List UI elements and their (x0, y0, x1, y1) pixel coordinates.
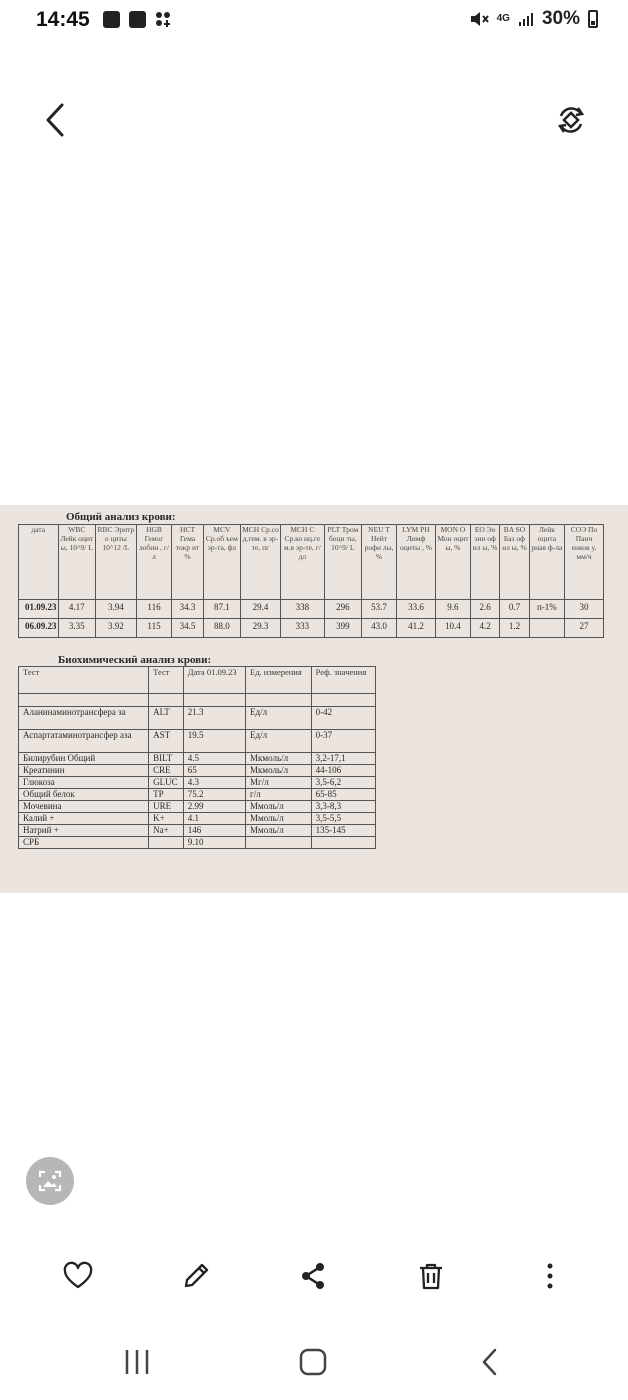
biochem-cell: ALT (149, 707, 184, 730)
biochem-cell: URE (149, 801, 184, 813)
cbc-value-cell: 30 (565, 600, 604, 619)
biochem-cell: K+ (149, 813, 184, 825)
biochem-row (19, 789, 376, 801)
cbc-value-cell: 4.2 (470, 619, 499, 638)
biochem-cell: 65-85 (311, 789, 375, 801)
biochem-row (19, 801, 376, 813)
biochem-cell: 9.10 (183, 837, 245, 849)
cbc-header-cell: MCH C Ср.ко нц.ге м.в эр-те, г/дл (281, 525, 325, 600)
biochem-cell: AST (149, 730, 184, 753)
biochem-header-cell: Реф. значения (311, 667, 375, 694)
cbc-value-cell: 9.6 (435, 600, 470, 619)
biochem-row (19, 777, 376, 789)
biochem-cell: Ммоль/л (246, 813, 312, 825)
nav-back-button[interactable] (465, 1338, 515, 1386)
biochem-cell: TP (149, 789, 184, 801)
gallery-notification-icon (103, 11, 120, 28)
biochem-cell: Общий белок (19, 789, 149, 801)
biochem-row (19, 813, 376, 825)
biochem-cell: Ммоль/л (246, 801, 312, 813)
biochem-cell: 146 (183, 825, 245, 837)
cbc-value-cell: 333 (281, 619, 325, 638)
biochem-cell: 3,2-17,1 (311, 753, 375, 765)
biochem-row (19, 730, 376, 753)
biochem-cell: Мочевина (19, 801, 149, 813)
biochem-title: Биохимический анализ крови: (58, 654, 212, 666)
status-time: 14:45 (36, 8, 90, 31)
biochem-cell: 65 (183, 765, 245, 777)
cbc-value-cell: 29.3 (240, 619, 280, 638)
cbc-value-cell: 10.4 (435, 619, 470, 638)
cbc-title: Общий анализ крови: (66, 511, 176, 523)
cbc-header-cell: MCV Ср.об ъем эр-та, фл (203, 525, 240, 600)
biochem-cell: г/л (246, 789, 312, 801)
cbc-header-cell: NEU T Нейт рофи лы, % (361, 525, 396, 600)
network-type: 4G (496, 13, 510, 24)
biochem-cell: 4.3 (183, 777, 245, 789)
cbc-value-cell: 27 (565, 619, 604, 638)
checkbox-notification-icon (129, 11, 146, 28)
cbc-date-cell: 01.09.23 (19, 600, 59, 619)
biochem-cell: 21.3 (183, 707, 245, 730)
back-chevron-icon (40, 100, 72, 140)
biochem-cell: Аланинаминотрансфера за (19, 707, 149, 730)
notification-icons (103, 11, 172, 28)
cbc-header-cell: MCH Ср.со д.гем. в эр-те, пг (240, 525, 280, 600)
photo-actions-bar (0, 1252, 628, 1300)
lab-report-photo (0, 505, 628, 893)
cbc-value-cell: 115 (136, 619, 172, 638)
cbc-value-cell: 2.6 (470, 600, 499, 619)
biochem-cell: 44-106 (311, 765, 375, 777)
biochem-header-cell: Тест (149, 667, 184, 694)
share-button[interactable] (289, 1252, 337, 1300)
biochem-cell: CRE (149, 765, 184, 777)
cbc-value-cell: 0.7 (500, 600, 529, 619)
edit-button[interactable] (172, 1252, 220, 1300)
cbc-value-cell: 338 (281, 600, 325, 619)
home-icon (298, 1347, 328, 1377)
rotate-icon (553, 102, 589, 138)
back-button[interactable] (40, 100, 72, 140)
empty-cell (246, 694, 312, 707)
navigation-bar (0, 1338, 628, 1388)
biochem-cell (311, 837, 375, 849)
biochem-row (19, 825, 376, 837)
cbc-header-cell: PLT Тром боци ты, 10^9/ L (324, 525, 361, 600)
cbc-header-cell: HGB Гемог лобин , г/л (136, 525, 172, 600)
biochem-cell: 0-42 (311, 707, 375, 730)
biochem-cell: Билирубин Общий (19, 753, 149, 765)
biochem-cell: 4.1 (183, 813, 245, 825)
biochem-cell: 2.99 (183, 801, 245, 813)
pencil-icon (180, 1260, 212, 1292)
biochem-cell: 3,3-8,3 (311, 801, 375, 813)
system-indicators (469, 8, 598, 30)
status-bar (0, 0, 628, 40)
mute-icon (469, 10, 489, 28)
biochem-table (18, 666, 376, 849)
cbc-row (19, 619, 604, 638)
cbc-header-cell: RBC Эритр о циты 10^12 /L (96, 525, 137, 600)
biochem-cell: 75.2 (183, 789, 245, 801)
cbc-row (19, 600, 604, 619)
biochem-cell: GLUC (149, 777, 184, 789)
biochem-cell: Мг/л (246, 777, 312, 789)
cbc-value-cell: 41.2 (397, 619, 436, 638)
biochem-cell: Креатинин (19, 765, 149, 777)
biochem-header-cell: Ед. измерения (246, 667, 312, 694)
cbc-header-cell: EO Эо зин оф ил ы, % (470, 525, 499, 600)
biochem-cell: BILT (149, 753, 184, 765)
empty-cell (19, 694, 149, 707)
biochem-cell: Аспартатаминотрансфер аза (19, 730, 149, 753)
cbc-value-cell: 3.92 (96, 619, 137, 638)
nav-back-icon (475, 1347, 505, 1377)
apps-notification-icon (155, 11, 172, 28)
more-options-button[interactable] (526, 1252, 574, 1300)
biochem-cell: Ед/л (246, 730, 312, 753)
biochem-row (19, 707, 376, 730)
biochem-header-cell: Дата 01.09.23 (183, 667, 245, 694)
favorite-button[interactable] (54, 1252, 102, 1300)
cbc-value-cell: п-1% (529, 600, 564, 619)
home-button[interactable] (288, 1338, 338, 1386)
biochem-cell: 0-37 (311, 730, 375, 753)
biochem-row (19, 837, 376, 849)
biochem-cell: Натрий + (19, 825, 149, 837)
biochem-cell: Мкмоль/л (246, 765, 312, 777)
image-search-button[interactable] (26, 1157, 74, 1205)
cbc-header-cell: WBC Лейк оцит ы, 10^9/ L (58, 525, 96, 600)
empty-cell (149, 694, 184, 707)
cbc-table (18, 524, 604, 638)
biochem-cell: 19.5 (183, 730, 245, 753)
cbc-value-cell: 3.35 (58, 619, 96, 638)
biochem-cell: СРБ (19, 837, 149, 849)
battery-icon (588, 10, 598, 28)
cbc-value-cell: 53.7 (361, 600, 396, 619)
biochem-cell: 4.5 (183, 753, 245, 765)
biochem-cell: Мкмоль/л (246, 753, 312, 765)
biochem-row (19, 765, 376, 777)
cbc-value-cell: 296 (324, 600, 361, 619)
cbc-value-cell: 29.4 (240, 600, 280, 619)
cbc-value-cell: 399 (324, 619, 361, 638)
signal-icon (518, 11, 534, 27)
recents-icon (122, 1347, 152, 1377)
biochem-cell: Ммоль/л (246, 825, 312, 837)
recents-button[interactable] (112, 1338, 162, 1386)
image-search-icon (26, 1157, 74, 1205)
heart-icon (62, 1260, 94, 1292)
cbc-value-cell: 33.6 (397, 600, 436, 619)
cbc-header-cell: дата (19, 525, 59, 600)
cbc-value-cell (529, 619, 564, 638)
cbc-value-cell: 34.3 (172, 600, 203, 619)
cbc-value-cell: 87.1 (203, 600, 240, 619)
empty-cell (311, 694, 375, 707)
delete-button[interactable] (407, 1252, 455, 1300)
share-icon (297, 1260, 329, 1292)
cbc-header-cell: Лейк оцита рная ф-ла (529, 525, 564, 600)
cbc-value-cell: 1.2 (500, 619, 529, 638)
biochem-header-cell: Тест (19, 667, 149, 694)
biochem-cell: Na+ (149, 825, 184, 837)
cbc-value-cell: 3.94 (96, 600, 137, 619)
photo-viewer[interactable] (0, 505, 628, 893)
biochem-cell: 3,5-5,5 (311, 813, 375, 825)
cbc-value-cell: 116 (136, 600, 172, 619)
biochem-spacer-row (19, 694, 376, 707)
cbc-header-cell: HCT Гема токр ит % (172, 525, 203, 600)
biochem-cell (149, 837, 184, 849)
biochem-cell: 3,5-6,2 (311, 777, 375, 789)
empty-cell (183, 694, 245, 707)
cbc-value-cell: 34.5 (172, 619, 203, 638)
biochem-cell (246, 837, 312, 849)
biochem-cell: Ед/л (246, 707, 312, 730)
cbc-value-cell: 4.17 (58, 600, 96, 619)
cbc-header-cell: LYM PH Лимф оциты , % (397, 525, 436, 600)
more-vertical-icon (534, 1260, 566, 1292)
battery-percent: 30% (541, 8, 580, 29)
biochem-cell: Калий + (19, 813, 149, 825)
biochem-cell: Глюкоза (19, 777, 149, 789)
cbc-date-cell: 06.09.23 (19, 619, 59, 638)
cbc-header-cell: BA SO Баз оф ил ы, % (500, 525, 529, 600)
trash-icon (415, 1260, 447, 1292)
rotate-button[interactable] (553, 102, 589, 138)
cbc-header-cell: СОЭ По Панч енков у, мм/ч (565, 525, 604, 600)
cbc-header-cell: MON O Мон оцит ы, % (435, 525, 470, 600)
cbc-value-cell: 43.0 (361, 619, 396, 638)
biochem-row (19, 753, 376, 765)
biochem-cell: 135-145 (311, 825, 375, 837)
cbc-value-cell: 88.0 (203, 619, 240, 638)
